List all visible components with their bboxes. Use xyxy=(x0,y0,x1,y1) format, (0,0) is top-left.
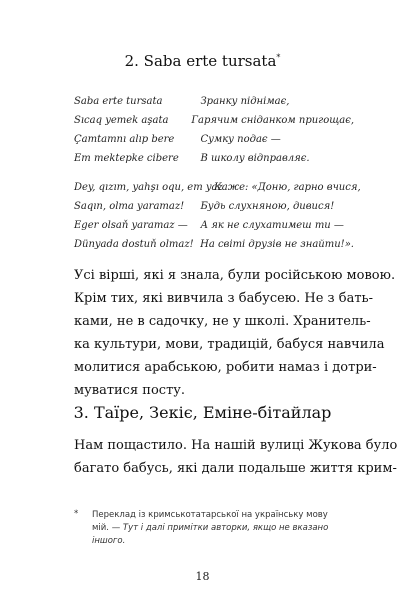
poem-line-crimean: Saba erte tursata xyxy=(74,96,163,107)
paragraph-2 xyxy=(74,434,398,480)
poem-stanza-2 xyxy=(74,178,361,254)
poem-line-ukrainian: В школу відправляє. xyxy=(200,153,310,164)
paragraph-line: Нам пощастило. На нашій вулиці Жукова було xyxy=(74,438,398,453)
poem-line-crimean: Dünyada dostuň olmaz! xyxy=(74,239,194,250)
paragraph-line: Крім тих, які вивчила з бабусею. Не з бать- xyxy=(74,291,374,306)
poem-line-crimean: Sıcaq yemek aşata xyxy=(74,115,169,126)
poem-line xyxy=(74,178,361,197)
paragraph-line: ками, не в садочку, не у школі. Хранитель- xyxy=(74,314,371,329)
section-heading-2 xyxy=(0,52,405,70)
page-number: 18 xyxy=(195,570,210,583)
poem-line-ukrainian: На світі друзів не знайти!». xyxy=(200,239,354,250)
poem-line-ukrainian: Зранку піднімає, xyxy=(200,96,290,107)
poem-line xyxy=(74,197,354,216)
footnote-text: мій. — xyxy=(92,523,123,533)
poem-stanza-1 xyxy=(74,92,354,168)
paragraph-line: муватися посту. xyxy=(74,383,186,398)
poem-line-ukrainian: Будь слухняною, дивися! xyxy=(200,201,335,212)
footnote-line: Переклад із кримськотатарської на українську мову xyxy=(92,510,328,520)
poem-line xyxy=(74,111,354,130)
poem-line xyxy=(74,149,354,168)
poem-line-crimean: Eger olsaň yaramaz — xyxy=(74,220,188,231)
poem-line-crimean: Çamtamnı alıp bere xyxy=(74,134,175,145)
poem-line xyxy=(74,235,354,254)
footnote xyxy=(74,509,346,548)
footnote-line xyxy=(74,522,346,535)
footnote-marker: * xyxy=(74,509,79,519)
poem-line-ukrainian: А як не слухатимеш ти — xyxy=(200,220,344,231)
paragraph-line: молитися арабською, робити намаз і дотри- xyxy=(74,360,377,375)
paragraph-line: Усі вірші, які я знала, були російською мовою. xyxy=(74,268,396,283)
poem-line xyxy=(74,216,354,235)
footnote-reference-marker: * xyxy=(276,53,281,62)
footnote-italic-text: Тут і далі примітки авторки, якщо не вказано xyxy=(122,523,329,533)
poem-line-crimean: Em mektepke cibere xyxy=(74,153,179,164)
paragraph-1 xyxy=(74,264,396,402)
section-heading-3: 3. Таїре, Зекіє, Еміне-бітайлар xyxy=(73,403,332,422)
paragraph-line: багато бабусь, які дали подальше життя крим- xyxy=(74,461,397,476)
poem-line-ukrainian: Гарячим сніданком пригощає, xyxy=(191,115,354,126)
poem-line-crimean: Dey, qızım, yahşı oqu, em yaz xyxy=(74,182,223,193)
poem-line xyxy=(74,130,354,149)
poem-line-ukrainian: Сумку подає — xyxy=(200,134,281,145)
paragraph-line: ка культури, мови, традицій, бабуся навчила xyxy=(74,337,385,352)
section-heading-2-text: 2. Saba erte tursata xyxy=(124,52,277,70)
poem-line-ukrainian: Каже: «Доню, гарно вчися, xyxy=(214,182,361,193)
footnote-line: іншого. xyxy=(92,536,126,546)
poem-line xyxy=(74,92,354,111)
poem-line-crimean: Saqın, olma yaramaz! xyxy=(74,201,185,212)
